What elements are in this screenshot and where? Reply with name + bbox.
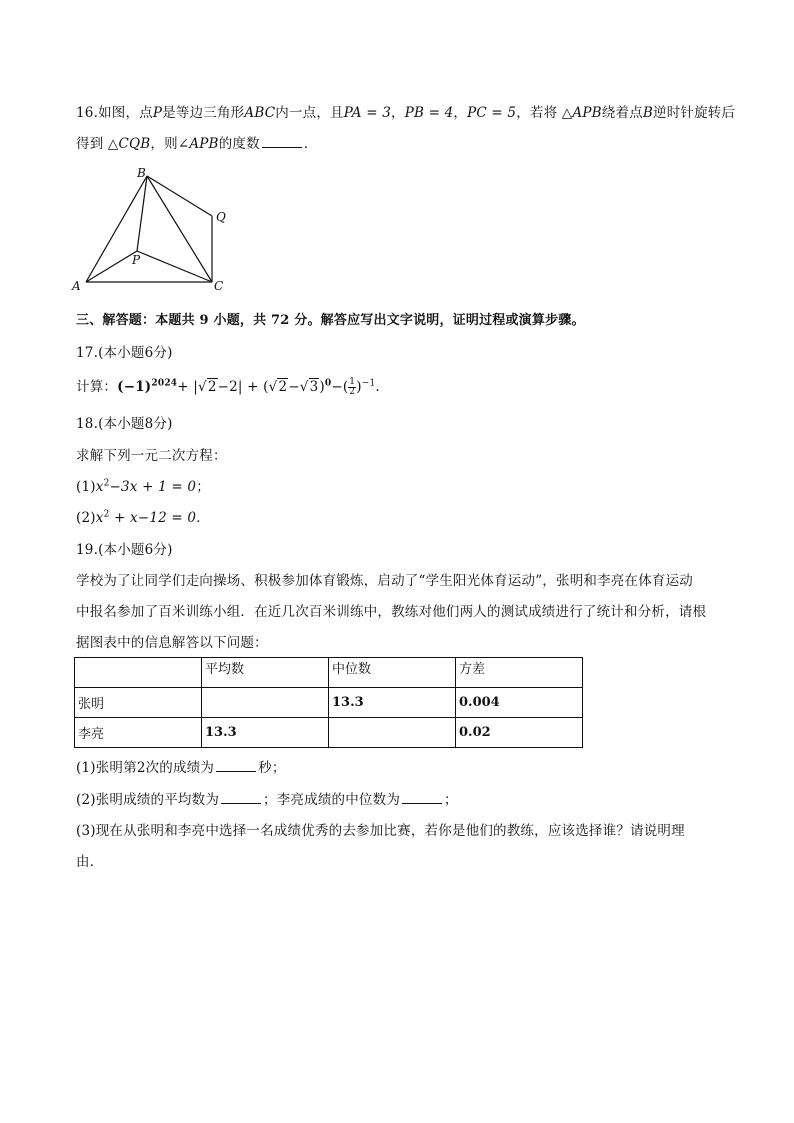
table-cell: 李亮 bbox=[75, 718, 202, 748]
q19-para-2: 中报名参加了百米训练小组．在近几次百米训练中，教练对他们两人的测试成绩进行了统计和分析，请根 bbox=[76, 604, 707, 620]
section3-score: 72 bbox=[271, 313, 290, 328]
q19-sub1 bbox=[76, 759, 286, 777]
eq-rest: + x−12 = 0 bbox=[109, 510, 197, 526]
q16-text: 16.如图，点 bbox=[76, 105, 153, 121]
var-cqb: CQB bbox=[118, 136, 151, 152]
table-cell: 0.004 bbox=[456, 688, 583, 718]
sqrt-symbol: √ bbox=[268, 379, 278, 395]
edge-ap bbox=[86, 251, 137, 282]
var-abc: ABC bbox=[244, 105, 276, 121]
exponent: 0 bbox=[324, 378, 332, 389]
expr-part: −( bbox=[331, 379, 349, 395]
stats-table bbox=[74, 657, 583, 748]
label-b: B bbox=[137, 166, 146, 180]
table-row bbox=[75, 688, 583, 718]
eq-var: x bbox=[95, 510, 104, 526]
q16-text: 内一点，且 bbox=[275, 105, 344, 121]
table-header-cell: 中位数 bbox=[329, 658, 456, 688]
expr-part: ) bbox=[356, 379, 362, 395]
table-cell bbox=[329, 718, 456, 748]
sqrt-symbol: √ bbox=[198, 379, 207, 395]
edge-pc bbox=[137, 251, 212, 282]
q16-text: ． bbox=[303, 136, 318, 152]
eq-label: (1) bbox=[76, 479, 96, 495]
eq-var: x bbox=[95, 479, 104, 495]
q19-sub3-line1: (3)现在从张明和李亮中选择一名成绩优秀的去参加比赛，若你是他们的教练，应该选择谁？请说明理 bbox=[76, 823, 685, 839]
q16-text: 绕着点 bbox=[601, 105, 643, 121]
edge-bq bbox=[147, 176, 212, 216]
q19-para-1: 学校为了让同学们走向操场、积极参加体育锻炼，启动了“学生阳光体育运动”，张明和李亮在体育运动 bbox=[76, 573, 694, 589]
edge-bp bbox=[137, 176, 147, 251]
edge-bc bbox=[147, 176, 212, 282]
section3-header bbox=[76, 312, 585, 330]
var-p: P bbox=[152, 105, 163, 121]
exponent: 2024 bbox=[151, 378, 178, 389]
expr-part: . bbox=[375, 379, 380, 395]
section3-text: 小题，共 bbox=[208, 313, 272, 328]
q17-expression bbox=[76, 378, 380, 397]
table-header-row bbox=[75, 658, 583, 688]
answer-blank[interactable] bbox=[216, 759, 256, 772]
section3-count: 9 bbox=[199, 313, 209, 328]
expr-part: + | bbox=[177, 379, 199, 395]
sqrt-symbol: √ bbox=[299, 379, 309, 395]
q19-header: 19.(本小题6分) bbox=[76, 542, 173, 558]
section3-text: 三、解答题：本题共 bbox=[76, 313, 200, 328]
expr-part: − bbox=[288, 379, 300, 395]
q16-text: ，若将 △ bbox=[516, 105, 573, 121]
q17-text: 计算： bbox=[76, 379, 118, 395]
exponent: 2 bbox=[103, 478, 110, 489]
q16-text: 逆时针旋转后 bbox=[653, 105, 736, 121]
expr-part: −2| + ( bbox=[217, 379, 269, 395]
eq-end: ； bbox=[196, 479, 210, 495]
q18-eq2 bbox=[76, 509, 210, 527]
eq-label: (2) bbox=[76, 510, 96, 526]
table-header-cell: 平均数 bbox=[202, 658, 329, 688]
table-cell: 13.3 bbox=[329, 688, 456, 718]
label-q: Q bbox=[216, 210, 226, 224]
var-b: B bbox=[642, 105, 653, 121]
expr-part: ) bbox=[319, 379, 325, 395]
answer-blank[interactable] bbox=[402, 791, 442, 804]
sub-text: ； bbox=[444, 792, 458, 808]
label-c: C bbox=[214, 279, 224, 293]
exponent: 2 bbox=[103, 509, 110, 520]
q18-eq1 bbox=[76, 478, 210, 496]
label-a: A bbox=[72, 279, 81, 293]
var-apb: APB bbox=[572, 105, 602, 121]
q16-text: ，则∠ bbox=[150, 136, 190, 152]
q19-sub2 bbox=[76, 791, 458, 809]
table-cell: 13.3 bbox=[202, 718, 329, 748]
table-cell bbox=[202, 688, 329, 718]
sub-text: 秒； bbox=[258, 760, 286, 776]
sqrt-radicand: 2 bbox=[207, 379, 217, 395]
fraction-denominator: 2 bbox=[349, 387, 356, 397]
q16-text: 是等边三角形 bbox=[162, 105, 245, 121]
fraction-numerator: 1 bbox=[349, 377, 356, 387]
exponent: −1 bbox=[361, 378, 376, 389]
sub-text: ；李亮成绩的中位数为 bbox=[263, 792, 401, 808]
table-cell: 0.02 bbox=[456, 718, 583, 748]
section3-text: 分。解答应写出文字说明，证明过程或演算步骤。 bbox=[289, 313, 585, 328]
q16-text: 的度数 bbox=[218, 136, 260, 152]
cond-pb: PB = 4 bbox=[404, 105, 454, 121]
table-cell: 张明 bbox=[75, 688, 202, 718]
expr-part: (−1) bbox=[117, 379, 152, 395]
table-header-cell: 方差 bbox=[456, 658, 583, 688]
q19-sub3-line2: 由． bbox=[76, 854, 104, 870]
q18-intro: 求解下列一元二次方程： bbox=[76, 448, 227, 464]
table-row bbox=[75, 718, 583, 748]
q16-text: ， bbox=[391, 105, 405, 121]
table-header-cell bbox=[75, 658, 202, 688]
q16-text: 得到 △ bbox=[76, 136, 119, 152]
sub-text: (1)张明第2次的成绩为 bbox=[76, 760, 215, 776]
cond-pc: PC = 5 bbox=[467, 105, 517, 121]
q18-header: 18.(本小题8分) bbox=[76, 416, 173, 432]
q16-line1 bbox=[76, 104, 735, 122]
triangle-figure bbox=[66, 164, 236, 296]
answer-blank[interactable] bbox=[221, 791, 261, 804]
label-p: P bbox=[132, 253, 141, 267]
sqrt-radicand: 2 bbox=[278, 379, 288, 395]
q16-line2 bbox=[76, 135, 318, 153]
eq-rest: −3x + 1 = 0 bbox=[109, 479, 197, 495]
q19-para-3: 据图表中的信息解答以下问题： bbox=[76, 635, 268, 651]
var-apb: APB bbox=[189, 136, 219, 152]
q16-text: ， bbox=[453, 105, 468, 121]
eq-end: ． bbox=[196, 510, 210, 526]
q17-header: 17.(本小题6分) bbox=[76, 345, 173, 361]
sqrt-radicand: 3 bbox=[309, 379, 319, 395]
answer-blank[interactable] bbox=[262, 135, 302, 148]
sub-text: (2)张明成绩的平均数为 bbox=[76, 792, 220, 808]
cond-pa: PA = 3 bbox=[343, 105, 392, 121]
